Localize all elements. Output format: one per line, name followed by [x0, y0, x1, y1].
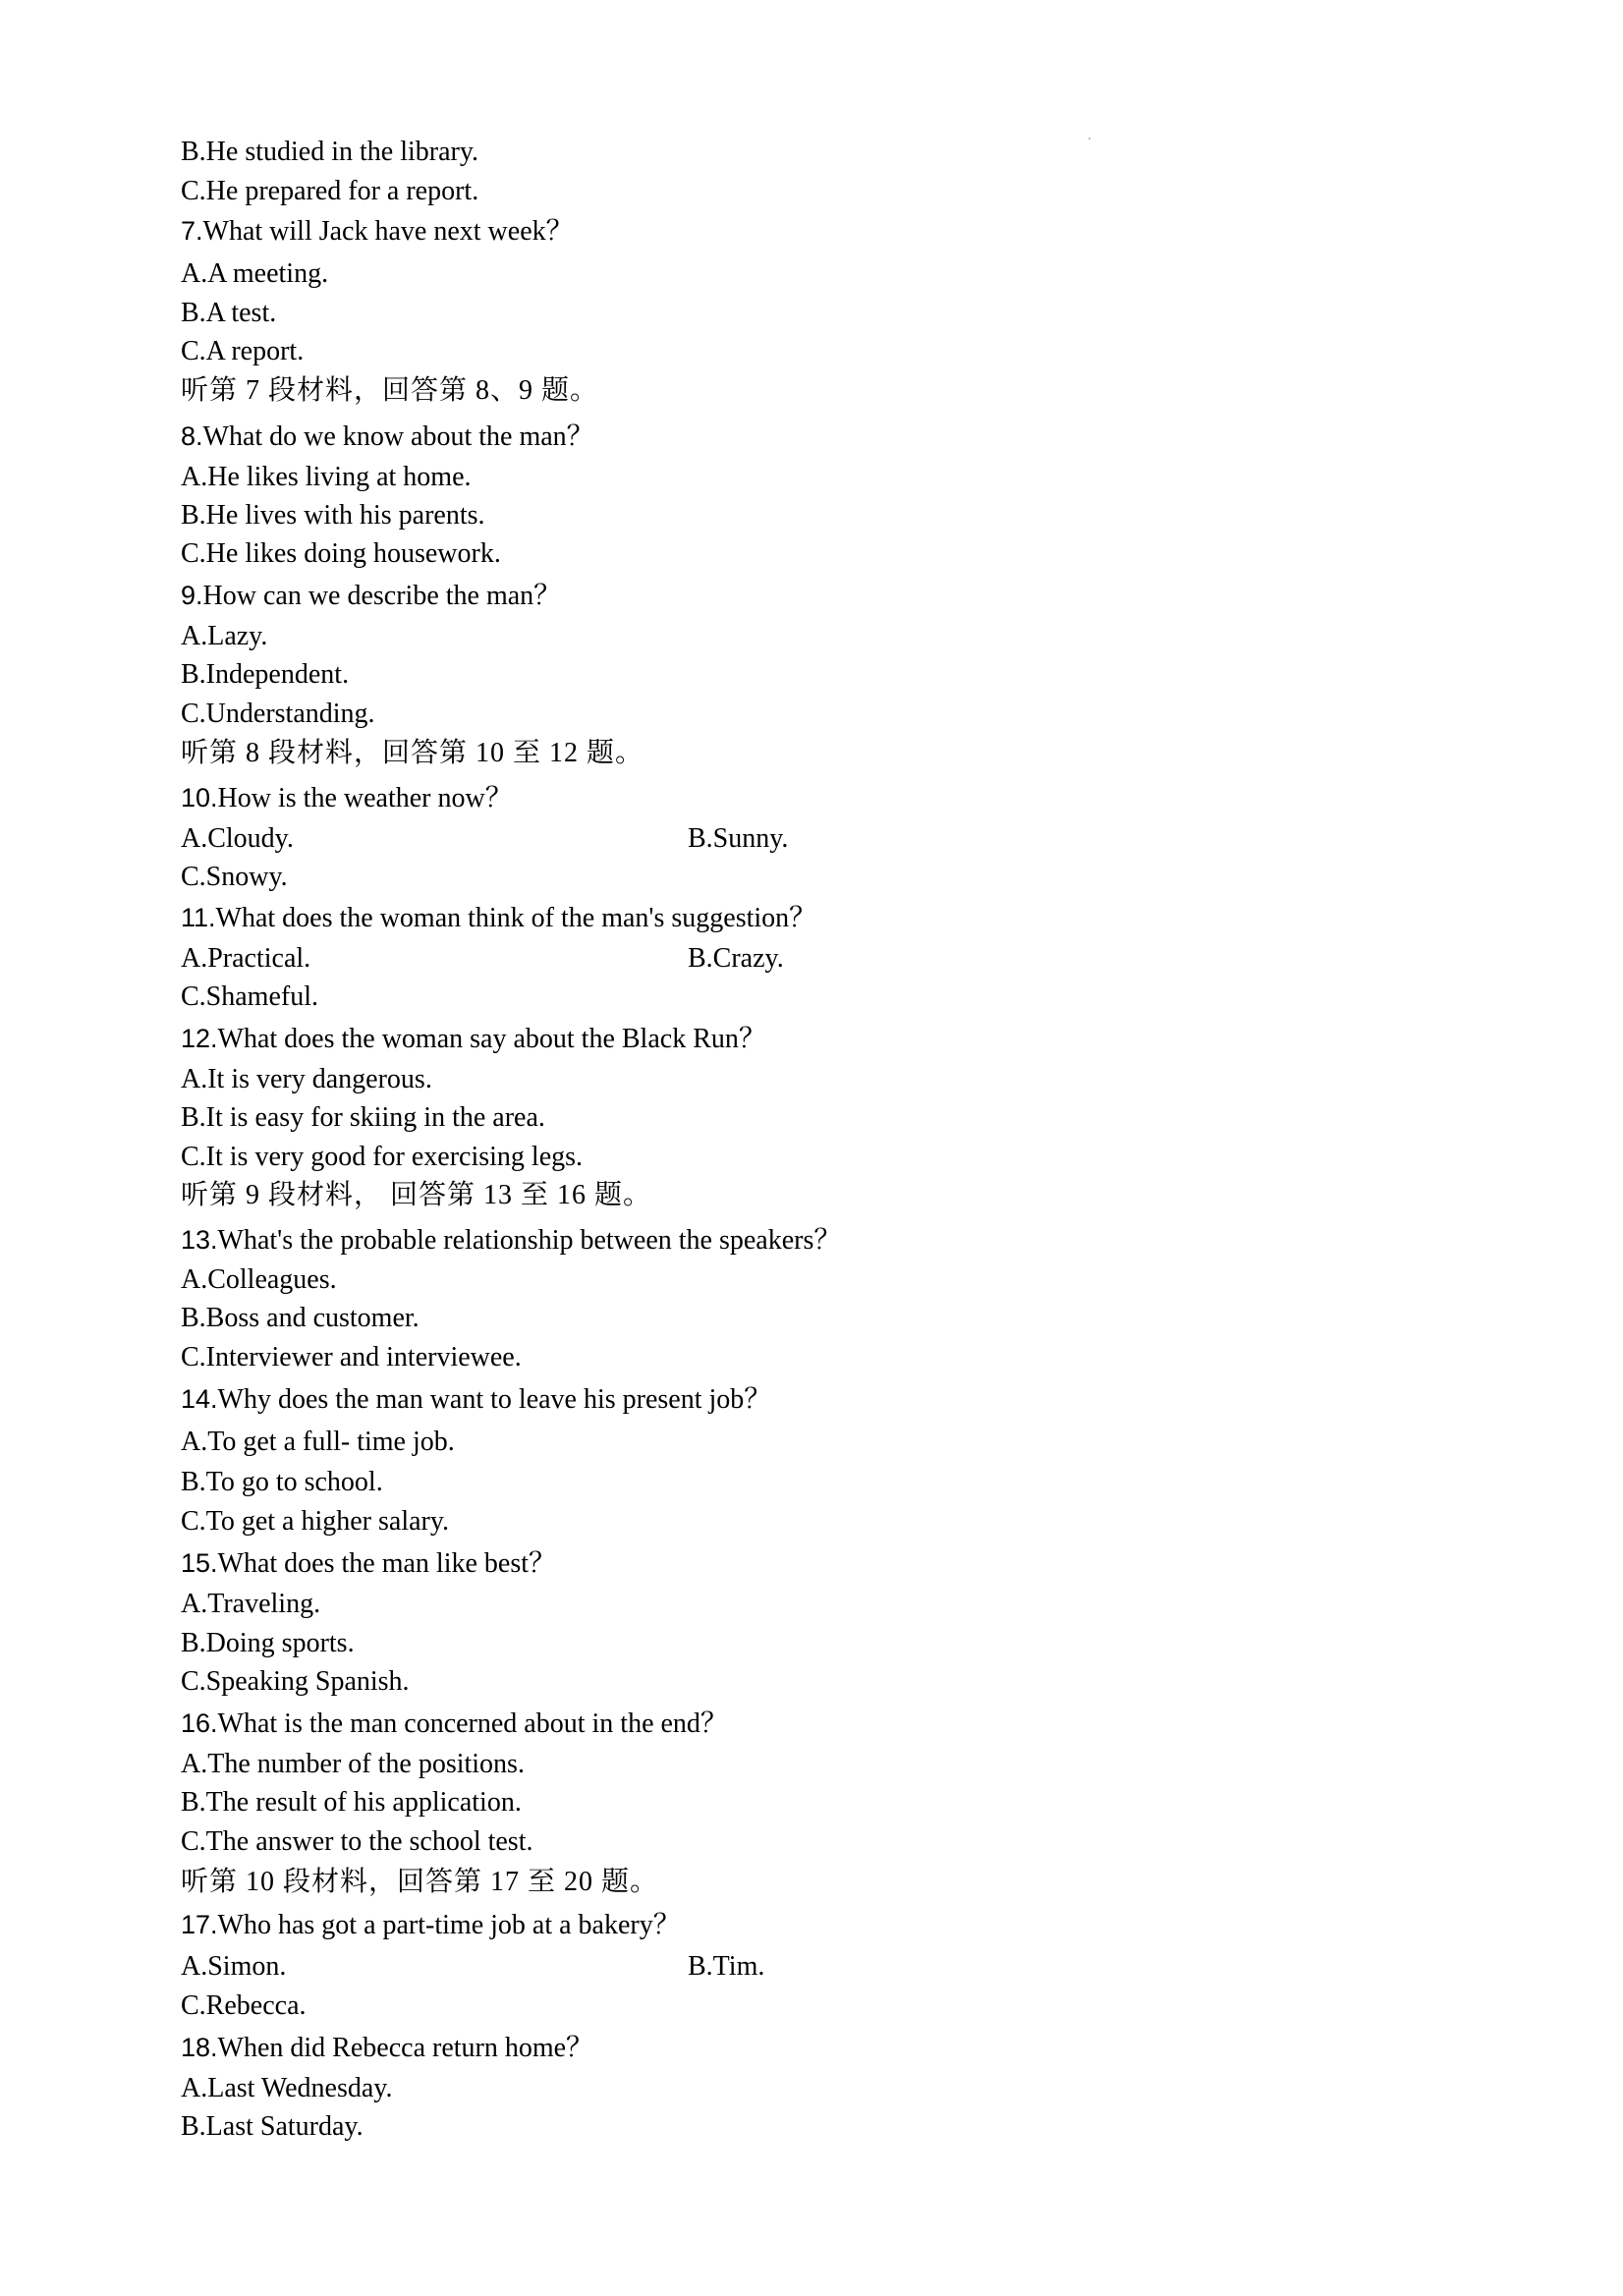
option-text: A.Lazy.	[181, 621, 268, 651]
question-line	[181, 1022, 766, 1056]
section-heading	[181, 1179, 651, 1212]
option-text: B.It is easy for skiing in the area.	[181, 1102, 545, 1133]
option-text: C.He prepared for a report.	[181, 176, 479, 206]
option-row	[181, 1825, 532, 1859]
option-text: B.A test.	[181, 298, 277, 328]
question-number: 15.	[181, 1548, 218, 1578]
scan-speck	[1089, 138, 1091, 140]
option-text: B.To go to school.	[181, 1467, 383, 1497]
option-row	[181, 942, 784, 976]
option-row	[181, 2072, 392, 2105]
option-row	[181, 1341, 522, 1374]
option-row	[181, 822, 789, 856]
question-line	[181, 1223, 841, 1258]
option-row	[181, 1263, 337, 1297]
question-number: 16.	[181, 1708, 218, 1738]
question-line	[181, 781, 513, 815]
option-row	[181, 1627, 355, 1660]
option-text: C.Understanding.	[181, 699, 375, 729]
option-text: C.A report.	[181, 336, 305, 366]
question-text: How can we describe the man？	[202, 581, 562, 611]
option-text: A.Simon.	[181, 1951, 287, 1982]
question-line	[181, 214, 574, 249]
option-row	[181, 2110, 364, 2144]
option-text: A.Colleagues.	[181, 1264, 337, 1295]
option-row	[181, 658, 349, 692]
option-row	[181, 1141, 583, 1174]
option-row	[181, 1786, 522, 1820]
option-row	[181, 1101, 545, 1135]
option-text: A.Last Wednesday.	[181, 2073, 393, 2103]
option-text: B.Independent.	[181, 659, 350, 690]
option-text: B.He lives with his parents.	[181, 500, 485, 531]
question-text: What do we know about the man？	[202, 421, 594, 452]
option-row	[181, 1950, 765, 1984]
option-text: A.Traveling.	[181, 1589, 321, 1619]
question-text: What is the man concerned about in the end？	[217, 1708, 728, 1739]
question-number: 13.	[181, 1225, 218, 1255]
question-number: 11.	[181, 903, 216, 932]
question-number: 14.	[181, 1384, 218, 1414]
option-row	[181, 537, 501, 571]
option-text: B.Last Saturday.	[181, 2111, 364, 2142]
option-row	[181, 980, 318, 1014]
section-text: 听第 8 段材料，回答第 10 至 12 题。	[181, 738, 644, 768]
option-text: C.Interviewer and interviewee.	[181, 1342, 522, 1372]
option-text: A.It is very dangerous.	[181, 1064, 432, 1094]
question-text: What does the woman think of the man's suggestion？	[215, 903, 817, 933]
option-text: A.To get a full- time job.	[181, 1427, 455, 1457]
option-text-second-column: B.Tim.	[688, 1951, 765, 1982]
question-line	[181, 901, 816, 935]
option-text: B.He studied in the library.	[181, 137, 479, 167]
question-line	[181, 1382, 771, 1417]
option-text: C.To get a higher salary.	[181, 1506, 450, 1537]
option-row	[181, 861, 288, 894]
question-number: 7.	[181, 216, 203, 246]
option-text: C.It is very good for exercising legs.	[181, 1142, 584, 1172]
question-text: What does the woman say about the Black Run？	[217, 1024, 766, 1054]
question-number: 12.	[181, 1024, 218, 1053]
option-row	[181, 1588, 320, 1621]
question-line	[181, 1908, 681, 1942]
section-text: 听第 7 段材料，回答第 8、9 题。	[181, 375, 599, 406]
option-row	[181, 175, 478, 208]
option-row	[181, 1302, 420, 1335]
option-text: A.A meeting.	[181, 258, 329, 289]
option-row	[181, 1665, 410, 1699]
section-text: 听第 9 段材料， 回答第 13 至 16 题。	[181, 1180, 652, 1210]
question-number: 9.	[181, 581, 203, 610]
option-row	[181, 1989, 307, 2023]
option-row	[181, 1466, 383, 1499]
question-line	[181, 579, 561, 613]
option-text: A.Practical.	[181, 943, 311, 974]
question-text: Why does the man want to leave his present job？	[217, 1384, 772, 1415]
question-text: Who has got a part-time job at a bakery？	[217, 1910, 681, 1940]
option-row	[181, 1748, 525, 1781]
option-row	[181, 461, 472, 494]
option-text: C.Snowy.	[181, 862, 288, 892]
question-line	[181, 1707, 728, 1741]
option-row	[181, 1505, 449, 1539]
option-text: C.He likes doing housework.	[181, 538, 501, 569]
question-number: 10.	[181, 783, 218, 812]
section-heading	[181, 737, 644, 770]
option-row	[181, 297, 276, 330]
option-row	[181, 620, 267, 653]
option-text: C.Shameful.	[181, 981, 318, 1012]
option-text: A.Cloudy.	[181, 823, 294, 854]
option-text: C.Rebecca.	[181, 1990, 307, 2021]
question-text: When did Rebecca return home？	[217, 2033, 594, 2063]
question-number: 18.	[181, 2033, 218, 2062]
option-text: B.Boss and customer.	[181, 1303, 420, 1333]
question-text: How is the weather now？	[217, 783, 513, 813]
option-row	[181, 257, 328, 291]
option-text: C.Speaking Spanish.	[181, 1666, 410, 1697]
question-line	[181, 1546, 556, 1581]
option-text: B.The result of his application.	[181, 1787, 522, 1818]
option-text-second-column: B.Crazy.	[688, 943, 784, 974]
section-heading	[181, 1866, 658, 1899]
question-text: What will Jack have next week？	[202, 216, 574, 247]
option-row	[181, 698, 375, 731]
section-heading	[181, 374, 598, 408]
question-line	[181, 2031, 593, 2065]
option-text: C.The answer to the school test.	[181, 1826, 533, 1857]
question-number: 8.	[181, 421, 203, 451]
option-text-second-column: B.Sunny.	[688, 823, 789, 854]
option-row	[181, 1426, 455, 1459]
option-text: B.Doing sports.	[181, 1628, 355, 1658]
option-text: A.He likes living at home.	[181, 462, 472, 492]
question-text: What's the probable relationship between the speakers？	[217, 1225, 842, 1256]
question-line	[181, 420, 594, 454]
section-text: 听第 10 段材料，回答第 17 至 20 题。	[181, 1867, 659, 1897]
question-text: What does the man like best？	[217, 1548, 557, 1579]
option-row	[181, 136, 478, 169]
option-text: A.The number of the positions.	[181, 1749, 525, 1779]
option-row	[181, 499, 485, 532]
option-row	[181, 335, 304, 368]
question-number: 17.	[181, 1910, 218, 1939]
option-row	[181, 1063, 432, 1096]
